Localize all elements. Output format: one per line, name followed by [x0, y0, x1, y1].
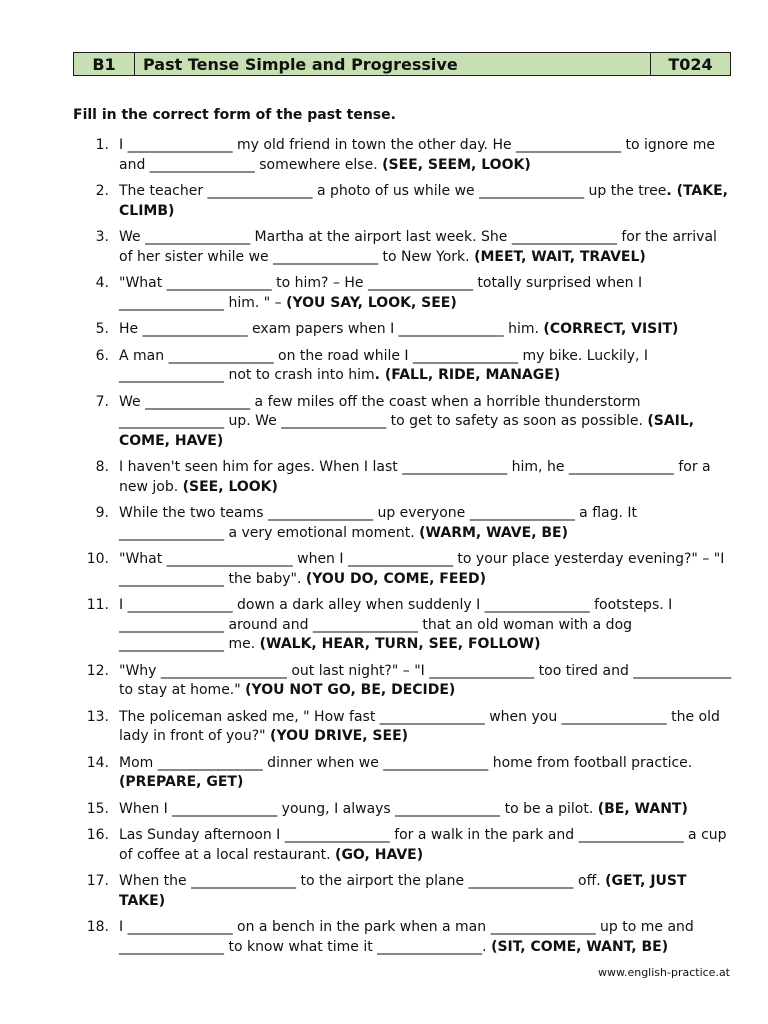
- item-sentence: "What __________________ when I _______________ to your place yesterday evening?" – "I _______________ the baby".: [119, 551, 729, 587]
- exercise-item: [73, 228, 733, 267]
- item-verbs: (PREPARE, GET): [119, 774, 244, 790]
- exercise-item: [73, 826, 733, 865]
- item-number: 7.: [95, 393, 109, 410]
- item-verbs: (SAIL, COME, HAVE): [119, 413, 695, 449]
- item-number: 9.: [95, 505, 109, 521]
- exercise-item: [73, 347, 733, 386]
- item-verbs: (WARM, WAVE, BE): [419, 524, 569, 541]
- exercise-item: [73, 136, 733, 175]
- item-sentence: A man _______________ on the road while I _______________ my bike. Luckily, I _______________ not to crash into him: [119, 347, 653, 383]
- worksheet-header: [73, 52, 731, 76]
- item-sentence: While the two teams _______________ up everyone _______________ a flag. It _______________ a very emotional moment.: [119, 505, 642, 541]
- item-number: 3.: [95, 229, 109, 245]
- item-sentence: I _______________ down a dark alley when suddenly I _______________ footsteps. I _______________ around and _______________ that an old woman with a dog _______________ me.: [119, 597, 677, 652]
- item-number: 8.: [95, 459, 109, 475]
- item-sentence: He _______________ exam papers when I _______________ him.: [119, 321, 544, 337]
- item-number: 11.: [86, 597, 109, 613]
- item-sentence: We _______________ a few miles off the coast when a horrible thunderstorm _______________ up. We _______________ to get to safety as soon as possible.: [119, 393, 648, 429]
- instruction-text: Fill in the correct form of the past tense.: [73, 107, 396, 123]
- item-number: 6.: [95, 347, 109, 364]
- exercise-item: [73, 320, 733, 340]
- item-sentence: I _______________ my old friend in town the other day. He _______________ to ignore me and _______________ somewhere else.: [119, 137, 720, 173]
- exercise-item: [73, 504, 733, 543]
- exercise-item: [73, 393, 733, 452]
- item-verbs: (YOU DO, COME, FEED): [305, 570, 487, 587]
- item-number: 15.: [86, 800, 109, 817]
- item-verbs: (WALK, HEAR, TURN, SEE, FOLLOW): [259, 636, 541, 652]
- item-sentence: When the _______________ to the airport the plane _______________ off.: [119, 873, 606, 889]
- exercise-item: [73, 596, 733, 655]
- item-number: 18.: [86, 919, 109, 935]
- item-number: 14.: [86, 754, 109, 771]
- exercise-item: [73, 458, 733, 497]
- item-sentence: The policeman asked me, " How fast _______________ when you _______________ the old lady in front of you?": [119, 708, 725, 744]
- item-verbs: . (TAKE, CLIMB): [119, 183, 728, 219]
- item-verbs: (YOU DRIVE, SEE): [270, 728, 409, 744]
- item-number: 5.: [95, 321, 109, 337]
- item-number: 10.: [86, 551, 109, 567]
- item-sentence: The teacher _______________ a photo of us while we _______________ up the tree: [119, 183, 667, 199]
- worksheet-title: Past Tense Simple and Progressive: [135, 53, 651, 75]
- item-sentence: I _______________ on a bench in the park when a man _______________ up to me and _______________ to know what time it _______________.: [119, 919, 699, 955]
- item-sentence: When I _______________ young, I always _______________ to be a pilot.: [119, 800, 598, 817]
- item-number: 4.: [95, 275, 109, 291]
- item-sentence: Las Sunday afternoon I _______________ for a walk in the park and _______________ a cup of coffee at a local restaurant.: [119, 827, 731, 863]
- item-sentence: We _______________ Martha at the airport last week. She _______________ for the arrival of her sister while we _______________ to New York.: [119, 229, 722, 265]
- item-number: 2.: [95, 183, 109, 199]
- worksheet-code: T024: [668, 54, 713, 74]
- level-badge: B1: [74, 53, 135, 75]
- item-verbs: (MEET, WAIT, TRAVEL): [474, 248, 646, 265]
- exercise-item: [73, 872, 733, 911]
- item-verbs: (SEE, LOOK): [182, 478, 278, 495]
- item-verbs: (CORRECT, VISIT): [543, 321, 679, 337]
- exercise-item: [73, 918, 733, 957]
- item-number: 1.: [95, 137, 109, 153]
- item-number: 17.: [86, 873, 109, 889]
- item-verbs: . (FALL, RIDE, MANAGE): [374, 367, 561, 383]
- exercise-item: [73, 182, 733, 221]
- exercise-item: [73, 662, 736, 701]
- item-sentence: I haven't seen him for ages. When I last _______________ him, he _______________ for a new job.: [119, 459, 716, 495]
- exercise-list: [73, 136, 736, 964]
- exercise-item: [73, 550, 733, 589]
- item-sentence: "Why __________________ out last night?" – "I _______________ too tired and ______________ to stay at home.": [119, 662, 736, 698]
- item-verbs: (YOU NOT GO, BE, DECIDE): [245, 682, 456, 698]
- exercise-item: [73, 708, 733, 747]
- footer-url: www.english-practice.at: [597, 966, 730, 979]
- item-number: 13.: [86, 708, 109, 725]
- item-number: 16.: [86, 827, 109, 843]
- exercise-item: [73, 800, 733, 820]
- item-verbs: (SIT, COME, WANT, BE): [491, 938, 669, 955]
- item-verbs: (YOU SAY, LOOK, SEE): [286, 294, 457, 311]
- item-verbs: (BE, WANT): [597, 800, 688, 817]
- exercise-item: [73, 274, 733, 313]
- item-sentence: "What _______________ to him? – He _______________ totally surprised when I _______________ him. " –: [119, 275, 647, 311]
- item-verbs: (SEE, SEEM, LOOK): [382, 156, 531, 173]
- item-verbs: (GO, HAVE): [335, 846, 424, 863]
- exercise-item: [73, 754, 733, 793]
- item-number: 12.: [86, 662, 109, 679]
- item-verbs: (GET, JUST TAKE): [119, 873, 687, 909]
- item-sentence: Mom _______________ dinner when we _______________ home from football practice.: [119, 754, 697, 771]
